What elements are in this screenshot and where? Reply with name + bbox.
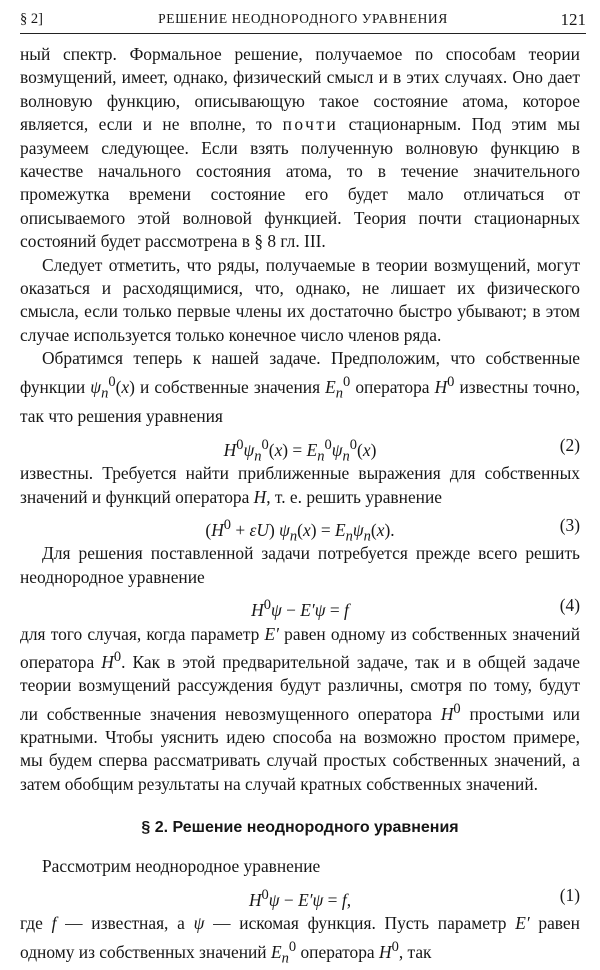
section-heading: § 2. Решение неоднородного уравнения <box>141 819 459 836</box>
equation-number: (1) <box>559 884 580 905</box>
header-section-mark: § 2] <box>20 11 43 27</box>
running-header <box>20 11 586 35</box>
equation-3: $(H^0 + \varepsilon U) \psi_n(x) = E_n\psi_n(x)$. (3) <box>205 514 580 545</box>
paragraph-2: Следует отметить, что ряды, получаемые в теории возмущений, могут оказаться и расходящимися, что, однако, не лишает их физического смысла, если только первые члены их достаточно быстро убывают; в этом случае используется только конечное число членов ряда. <box>20 254 580 345</box>
paragraph-1: ный спектр. Формальное решение, получаемое по способам теории возмущений, имеет, однако, физический смысл и в этих случаях. Оно дает волновую функцию, описывающую такое состояние атома, которое является, если и не вполне, то почти стационарным. Под этим мы разумеем следующее. Если взять полученную волновую функцию в качестве начального состояния атома, то в течение значительного промежутка времени состояние его будет мало отличаться от описываемого этой волновой функцией. Теория почти стационарных состояний будет рассмотрена в § 8 гл. III. <box>20 44 580 252</box>
header-title: РЕШЕНИЕ НЕОДНОРОДНОГО УРАВНЕНИЯ <box>158 11 448 26</box>
equation-4: $H^0\psi - E'\psi = f$ (4) <box>251 595 580 620</box>
page-body <box>20 43 580 970</box>
equation-number: (3) <box>559 514 580 535</box>
equation-number: (2) <box>559 434 580 455</box>
page-number: 121 <box>560 10 586 29</box>
paragraph-5: Для решения поставленной задачи потребуется прежде всего решить неоднородное уравнение <box>20 543 580 587</box>
equation-number: (4) <box>559 595 580 616</box>
equation-2: $H^0\psi_n^0(x) = E_n^0\psi_n^0(x)$ (2) <box>223 434 580 465</box>
paragraph-7: Рассмотрим неоднородное уравнение <box>42 856 321 877</box>
paragraph-3: Обратимся теперь к нашей задаче. Предположим, что собственные функции $\psi_n^0(x)$ и собственные значения $E_n^0$ оператора $H^0$ известны точно, так что решения уравнения <box>20 348 580 427</box>
paragraph-8: где f — известная, а ψ — искомая функция. Пусть параметр E′ равен одному из собственных значений $E_n^0$ оператора $H^0$, так <box>20 913 580 966</box>
paragraph-6: для того случая, когда параметр E′ равен одному из собственных значений оператора $H^0$. Как в этой предварительной задаче, так и в общей задаче теории возмущений рассуждения будут различны, смотря по тому, будут ли собственные значения невозмущенного оператора $H^0$ простыми или кратными. Чтобы уяснить идею способа на возможно простом примере, мы будем сперва рассматривать случай простых собственных значений, а затем обобщим результаты на случай кратных собственных значений. <box>20 623 580 794</box>
header-rule <box>20 33 586 34</box>
paragraph-4: известны. Требуется найти приближенные выражения для собственных значений и функций оператора H, т. е. решить уравнение <box>20 463 580 507</box>
equation-1: $H^0\psi - E'\psi = f$, (1) <box>248 884 580 910</box>
